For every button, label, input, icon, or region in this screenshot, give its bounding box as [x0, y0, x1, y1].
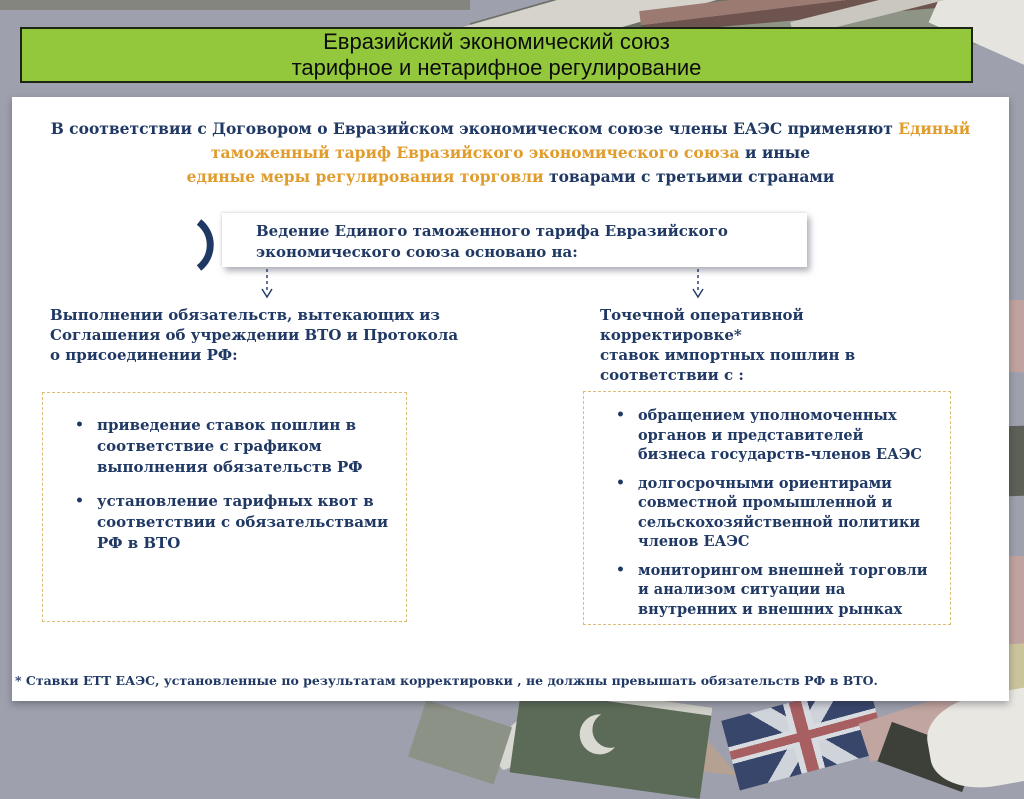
list-item: • установление тарифных квот в соответствии с обязательствами РФ в ВТО	[75, 491, 392, 554]
slide-title-bar	[20, 27, 973, 83]
arrow-down-icon	[691, 269, 705, 299]
title-line-1: Евразийский экономический союз	[323, 29, 670, 54]
right-bullet-box	[583, 391, 951, 625]
title-line-2: тарифное и нетарифное регулирование	[291, 55, 702, 80]
intro-accent-text: Единый	[898, 119, 971, 138]
heading-line: соответствии с :	[600, 366, 744, 384]
callout-box	[222, 213, 807, 267]
intro-paragraph	[12, 117, 1009, 189]
left-bullet-list	[43, 393, 406, 554]
left-branch-heading	[50, 305, 470, 365]
bracket-icon	[194, 217, 220, 273]
intro-accent-text: таможенный тариф Евразийского экономического союза	[210, 143, 740, 162]
heading-line: Выполнении обязательств, вытекающих из	[50, 306, 440, 324]
heading-line: Точечной оперативной корректировке*	[600, 306, 804, 344]
intro-accent-text: единые меры регулирования торговли	[186, 167, 544, 186]
left-bullet-box	[42, 392, 407, 622]
flag-shard	[0, 0, 470, 10]
heading-line: о присоединении РФ:	[50, 346, 238, 364]
intro-text: и иные	[739, 143, 811, 162]
intro-text: В соответствии с Договором о Евразийском экономическом союзе члены ЕАЭС применяют	[50, 119, 899, 138]
heading-line: Соглашения об учреждении ВТО и Протокола	[50, 326, 459, 344]
callout-line-2: экономического союза основано на:	[256, 243, 578, 261]
callout-line-1: Ведение Единого таможенного тарифа Евразийского	[256, 222, 728, 240]
heading-line: ставок импортных пошлин в	[600, 346, 856, 364]
list-item: • приведение ставок пошлин в соответствие с графиком выполнения обязательств РФ	[75, 415, 392, 478]
list-item: • долгосрочными ориентирами совместной промышленной и сельскохозяйственной политики членов ЕАЭС	[616, 474, 936, 552]
right-bullet-list	[584, 392, 950, 619]
list-item: • обращением уполномоченных органов и представителей бизнеса государств-членов ЕАЭС	[616, 406, 936, 465]
arrow-down-icon	[260, 269, 274, 299]
footnote: * Ставки ЕТТ ЕАЭС, установленные по результатам корректировки , не должны превышать обязательств РФ в ВТО.	[15, 673, 878, 688]
flag-shard	[408, 700, 512, 785]
intro-text: товарами с третьими странами	[543, 167, 835, 186]
right-branch-heading	[600, 305, 950, 385]
list-item: • мониторингом внешней торговли и анализом ситуации на внутренних и внешних рынках	[616, 561, 936, 620]
slide-canvas	[12, 97, 1009, 701]
